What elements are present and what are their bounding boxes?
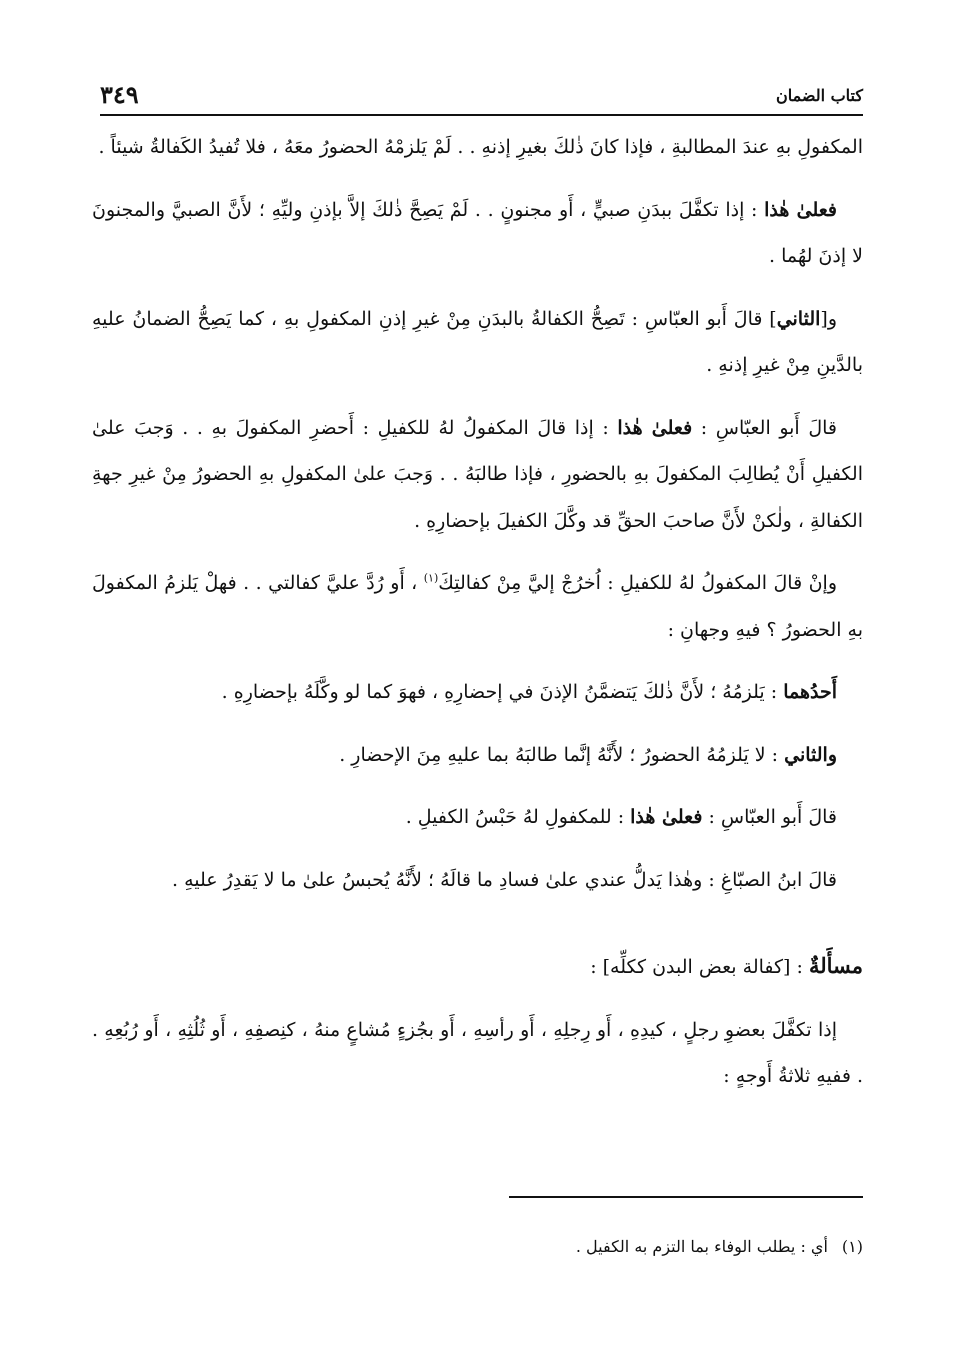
paragraph	[92, 669, 863, 716]
paragraph-text: : إذا قالَ المكفولُ لهُ للكفيلِ : أَحضرِ المكفولَ بهِ . . وَجبَ علىٰ الكفيلِ أَنْ يُطالِبَ المكفولَ بهِ بالحضورِ ، فإذا طالبَهُ . . وَجبَ علىٰ المكفولِ بهِ الحضورُ مِنْ غيرِ جهةِ الكفالةِ ، ولٰكنْ لأَنَّ صاحبَ الحقِّ قد وكَّلَ الكفيلَ بإحضارِهِ .	[92, 416, 863, 532]
paragraph-lead: والثاني	[784, 743, 837, 766]
paragraph-text: : إذا تكفَّلَ ببدَنِ صبيٍّ ، أَو مجنونٍ . . لَمْ يَصِحَّ ذٰلكَ إلاَّ بإذنِ وليِّهِ ؛ لأَنَّ الصبيَّ والمجنونَ لا إذنَ لهُما .	[92, 198, 863, 267]
paragraph	[92, 560, 863, 653]
paragraph-text: : للمكفولِ لهُ حَبْسُ الكفيلِ .	[405, 806, 631, 828]
footnote-number: (١)	[841, 1237, 863, 1256]
paragraph	[92, 187, 863, 280]
paragraph-text: ، أَو رُدَّ عليَّ كفالتي . . فهلْ يَلزمُ المكفولَ بهِ الحضورُ ؟ فيهِ وجهانِ :	[92, 572, 863, 641]
paragraph	[92, 1007, 863, 1100]
paragraph-lead: فعلىٰ هٰذا	[630, 806, 703, 828]
footnote-text: أي : يطلب الوفاء بما التزم به الكفيل .	[575, 1237, 828, 1256]
paragraph-text: قالَ ابنُ الصبّاغِ : وهٰذا يَدلُّ عندي علىٰ فسادِ ما قالَهُ ؛ لأَنَّهُ يُحبسُ علىٰ ما لا يَقدِرُ عليهِ .	[171, 868, 837, 891]
paragraph-lead: فعلىٰ هٰذا	[764, 198, 838, 221]
footnote	[100, 1234, 863, 1260]
paragraph-text: المكفولِ بهِ عندَ المطالبةِ ، فإذا كانَ ذٰلكَ بغيرِ إذنهِ . . لَمْ يَلزمْهُ الحضورُ معَهُ ، فلا تُفيدُ الكَفالةُ شيئاً .	[98, 136, 863, 158]
paragraph-prefix: قالَ أَبو العبّاسِ :	[702, 806, 837, 828]
main-text	[92, 124, 863, 1116]
paragraph-prefix: و[	[820, 307, 837, 330]
page-number: ٣٤٩	[100, 80, 139, 109]
paragraph-lead: الثاني	[776, 307, 821, 330]
footnote-divider	[509, 1196, 863, 1198]
paragraph-prefix: قالَ أَبو العبّاسِ :	[692, 416, 837, 439]
paragraph-text: إذا تكفَّلَ بعضوِ رجلٍ ، كيدِهِ ، أَو رِجلِهِ ، أَو رأسِهِ ، أَو بجُزءٍ مُشاعٍ منهُ ، كنِصفِهِ ، أَو ثُلُثِهِ ، أَو رُبُعِهِ . . ففيهِ ثلاثةُ أَوجهٍ :	[92, 1018, 863, 1087]
paragraph-lead: فعلىٰ هٰذا	[617, 416, 693, 439]
masala-heading	[92, 943, 863, 991]
paragraph	[92, 794, 863, 841]
paragraph-text: ] قالَ أَبو العبّاسِ : تَصِحُّ الكفالةُ بالبدَنِ مِنْ غيرِ إذنِ المكفولِ بهِ ، كما يَصِحُّ الضمانُ عليهِ بالدَّينِ مِنْ غيرِ إذنهِ .	[92, 307, 863, 376]
paragraph-text: وإنْ قالَ المكفولُ لهُ للكفيلِ : اُخرُجْ إليَّ مِنْ كفالتِكَ	[438, 572, 838, 594]
paragraph-text: : يَلزمُهُ ؛ لأَنَّ ذٰلكَ يَتضمَّنُ الإذنَ في إحضارِهِ ، فهوَ كما لو وكَّلَهُ بإحضارِهِ .	[221, 681, 784, 703]
masala-label: مسأَلةٌ	[808, 953, 863, 978]
paragraph	[92, 124, 863, 171]
running-title: كتاب الضمان	[775, 86, 863, 105]
paragraph-lead: أَحدُهما	[783, 681, 837, 703]
page-header	[100, 82, 863, 116]
paragraph-text: : لا يَلزمُهُ الحضورُ ؛ لأَنَّهُ إنَّما طالبَهُ بما عليهِ مِنَ الإحضارِ .	[339, 743, 785, 766]
paragraph	[92, 405, 863, 545]
masala-title: : [كفالة بعض البدن ككلِّه] :	[590, 956, 809, 978]
paragraph	[92, 732, 863, 779]
paragraph	[92, 857, 863, 904]
footnote-ref[interactable]: (١)	[423, 571, 439, 585]
paragraph	[92, 296, 863, 389]
